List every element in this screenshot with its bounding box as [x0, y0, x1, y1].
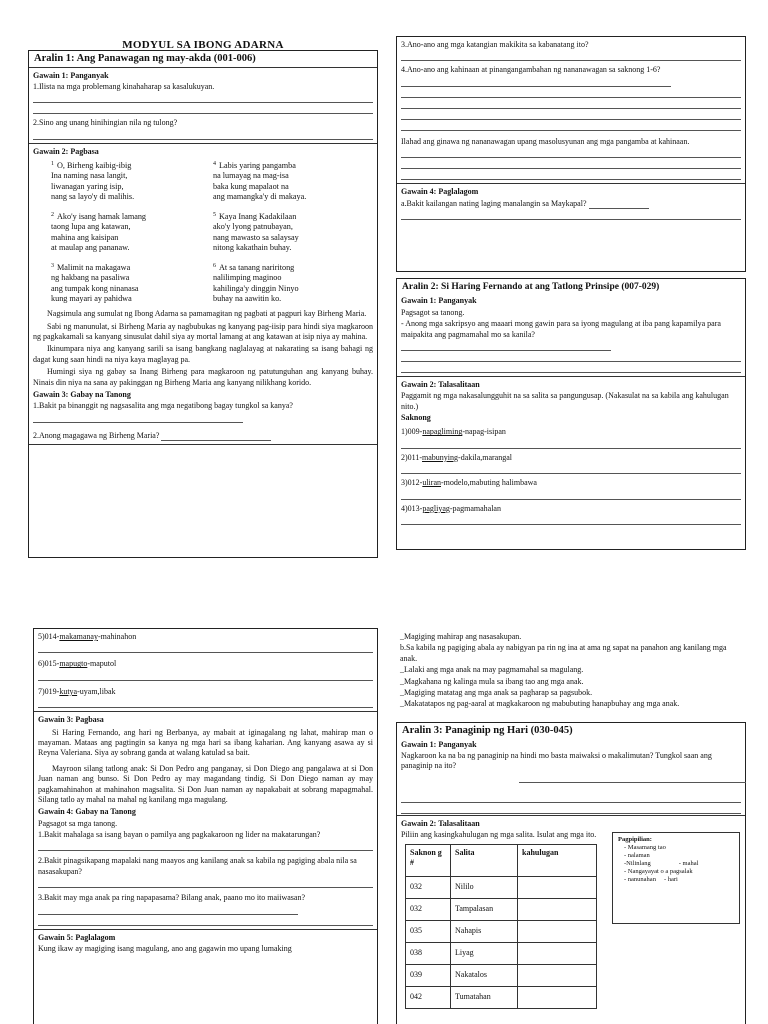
- vocab-item: [401, 504, 741, 514]
- story-paragraph: Mayroon silang tatlong anak: Si Don Pedro ang panganay, si Don Diego ang pangalawa at si Don Juan naman ang bunso. Si Don Pedro ay may magandang tindig. Si Don Diego naman ay may pagkamahinahon at mahinahon magsalita. Si Don Juan naman ay napakabait at sobrang mapagmahal. Silang tatlo ay mahal na mahal ng kanilang mga magulang.: [38, 763, 373, 804]
- stanza-number: 5: [213, 212, 216, 219]
- table-row: [406, 898, 597, 920]
- gawain1-label: Gawain 1: Panganyak: [33, 70, 109, 80]
- vocab-number: 3)012-: [401, 478, 423, 488]
- kahulugan-input[interactable]: [518, 964, 597, 986]
- stanza-line: at maulap ang pananaw.: [51, 242, 130, 252]
- gawain4-question1: 1.Bakit mahalaga sa isang bayan o pamilya ang pagkakaroon ng lider na makatarungan?: [38, 830, 321, 840]
- column-header: Salita: [451, 844, 518, 876]
- pagsagot-instruction: Pagsagot sa mga tanong.: [38, 818, 118, 828]
- answer-line[interactable]: [401, 515, 741, 525]
- module-title: MODYUL SA IBONG ADARNA: [122, 39, 284, 51]
- stanza-line: na lumayag na mag-isa: [213, 171, 289, 181]
- vocab-definition: -dakila,marangal: [458, 452, 513, 462]
- vocab-word: mapugto: [59, 659, 88, 669]
- question4: 4.Ano-ano ang kahinaan at pinangangambahan ng nananawagan sa saknong 1-6?: [401, 65, 661, 75]
- answer-line[interactable]: [38, 671, 373, 681]
- stanza-line: mahina ang kaisipan: [51, 232, 119, 242]
- gawain1-question2: 2.Sino ang unang hinihingian nila ng tulong?: [33, 118, 178, 128]
- gawain1-label: Gawain 1: Panganyak: [401, 739, 477, 749]
- gawain2-label: Gawain 2: Pagbasa: [33, 146, 99, 156]
- stanza-line: nitong kakathain buhay.: [213, 242, 292, 252]
- gawain4-section: [397, 183, 745, 223]
- table-row: [406, 986, 597, 1008]
- stanza-line: kung mayari ay pahidwa: [51, 293, 132, 303]
- answer-line[interactable]: [401, 363, 741, 373]
- answer-line[interactable]: [401, 490, 741, 500]
- summary-paragraph: Humingi siya ng gabay sa Inang Birheng para magkaroon ng patutunguhan ang kanyang buhay. Ninais din niya na sana ay pakinggan ng Birheng Maria ang kanyang nilikhang korido.: [33, 367, 373, 387]
- stanza-number: 3: [51, 263, 54, 270]
- panel-aralin3: [396, 630, 746, 1024]
- choice-item: - nanunahan: [624, 876, 656, 884]
- stanza-number: 4: [213, 161, 216, 168]
- stanza-line: Malimit na makagawa: [57, 263, 131, 273]
- stanza-number: 6: [213, 263, 216, 270]
- choice-item: - hari: [663, 876, 678, 884]
- option-line: _Magkahana ng kalinga mula sa ibang tao ang mga anak.: [400, 676, 584, 686]
- saknong-cell: 042: [406, 986, 451, 1008]
- table-row: [406, 876, 597, 898]
- story-paragraph: Si Haring Fernando, ang hari ng Berbanya, ay mabait at iginagalang ng lahat, mahirap man o mayaman. Mataas ang pagtingin sa kanya ng mga hari sa ibang kaharian. Ang kanyang asawa ay si Reyna Valeriana. Siya ay sobrang ganda at walang katulad sa bait.: [38, 727, 373, 758]
- choice-item: - nalaman: [624, 852, 650, 860]
- panel-aralin1-continued: [396, 36, 746, 272]
- option-line: _Magiging mahirap ang nasasakupan.: [400, 632, 522, 641]
- vocab-word: napagliming: [422, 427, 463, 437]
- question3: 3.Ano-ano ang mga katangian makikita sa kabanatang ito?: [401, 40, 589, 49]
- salita-cell: Liyag: [451, 942, 518, 964]
- answer-line[interactable]: [38, 643, 373, 653]
- table-row: [406, 920, 597, 942]
- gawain3-label: Gawain 3: Gabay na Tanong: [33, 389, 131, 399]
- answer-line[interactable]: [401, 159, 741, 169]
- panel-aralin1: [28, 38, 378, 558]
- option-line: _Magiging matatag ang mga anak sa pagharap sa pagsubok.: [400, 687, 593, 697]
- choice-item: - Masamang tao: [624, 843, 666, 851]
- stanza-line: nang sa layo'y di malihis.: [51, 191, 135, 201]
- gawain1-section: [29, 67, 377, 143]
- vocab-word: makamanay: [59, 632, 98, 641]
- salita-cell: Nililo: [451, 876, 518, 898]
- column-header: kahulugan: [518, 844, 597, 876]
- table-row: [406, 964, 597, 986]
- answer-line[interactable]: [33, 413, 243, 423]
- stanza: [213, 161, 363, 202]
- aralin1-box: [28, 50, 378, 558]
- panaginip-question: Nagkaroon ka na ba ng panaginip na hindi mo basta maiwaksi o makalimutan? Tungkol saan ang panaginip na ito?: [401, 751, 712, 771]
- aralin1-title: Aralin 1: Ang Panawagan ng may-akda (001-006): [34, 53, 256, 64]
- gawain2-instruction: Piliin ang kasingkahulugan ng mga salita. Isulat ang mga ito.: [401, 830, 597, 840]
- answer-line[interactable]: [401, 439, 741, 449]
- answer-line[interactable]: [38, 698, 373, 708]
- option-line: _Lalaki ang mga anak na may pagmamahal sa magulang.: [400, 665, 584, 675]
- stanza: [51, 161, 201, 202]
- vocab-word: mabunying: [422, 452, 459, 462]
- kahulugan-input[interactable]: [518, 986, 597, 1008]
- vocab-definition: -modelo,mabuting halimbawa: [441, 478, 537, 488]
- answer-line[interactable]: [38, 878, 373, 888]
- answer-line[interactable]: [401, 88, 741, 98]
- gawain4-question: [401, 199, 741, 209]
- vocab-item: [401, 453, 741, 463]
- gawain4-question-text: a.Bakit kailangan nating laging manalangin sa Maykapal?: [401, 198, 587, 208]
- gawain1-question1: 1.Ilista na mga problemang kinahaharap sa kasalukuyan.: [33, 82, 215, 92]
- stanza-line: ako'y lyong patnubayan,: [213, 222, 293, 232]
- gawain5-question: Kung ikaw ay magiging isang magulang, ano ang gagawin mo upang lumaking: [38, 944, 292, 954]
- stanza-line: taong lupa ang katawan,: [51, 222, 131, 232]
- answer-line[interactable]: [33, 130, 373, 140]
- vocab-item: [401, 427, 741, 437]
- kahulugan-input[interactable]: [518, 876, 597, 898]
- vocab-word: uliran: [422, 478, 441, 488]
- choice-row: [624, 860, 734, 868]
- stanza-line: buhay na aawitin ko.: [213, 293, 282, 303]
- saknong-cell: 039: [406, 964, 451, 986]
- saknong-cell: 032: [406, 876, 451, 898]
- ilahad-prompt: Ilahad ang ginawa ng nananawagan upang masolusyunan ang mga pangamba at kahinaan.: [401, 136, 690, 146]
- answer-line[interactable]: [38, 841, 373, 851]
- choice-item: -Nilinlang: [624, 860, 651, 868]
- stanza-line: Labis yaring pangamba: [219, 161, 296, 171]
- vocab-number: 6)015-: [38, 659, 60, 669]
- aralin3-box: [396, 722, 746, 1024]
- gawain2-label: Gawain 2: Talasalitaan: [401, 379, 480, 389]
- stanza: [51, 212, 201, 253]
- table-header-row: [406, 844, 597, 876]
- choice-row: [624, 876, 734, 884]
- stanza-line: baka kung mapalaot na: [213, 181, 289, 191]
- stanza-line: ang tumpak kong ninanasa: [51, 283, 139, 293]
- answer-line[interactable]: [38, 905, 298, 915]
- answer-line[interactable]: [401, 352, 741, 362]
- stanza-line: ang mamangka'y di makaya.: [213, 191, 307, 201]
- stanza-line: kahilinga'y dinggin Ninyo: [213, 283, 299, 293]
- gawain4-label: Gawain 4: Paglalagom: [401, 187, 479, 197]
- stanza-line: At sa tanang nariritong: [219, 263, 295, 273]
- answer-line[interactable]: [401, 170, 741, 180]
- salita-cell: Nahapis: [451, 920, 518, 942]
- answer-line[interactable]: [401, 341, 611, 351]
- answer-line[interactable]: [401, 464, 741, 474]
- vocab-number: 7)019-: [38, 686, 60, 696]
- vocab-number: 5)014-: [38, 632, 60, 641]
- stanza-line: liwanagan yaring isip,: [51, 181, 124, 191]
- vocab-number: 2)011-: [401, 452, 423, 462]
- answer-line[interactable]: [519, 773, 746, 783]
- stanza: [51, 263, 201, 304]
- saknong-cell: 032: [406, 898, 451, 920]
- vocab-definition: -mahinahon: [97, 632, 137, 641]
- answer-line[interactable]: [401, 148, 741, 158]
- choice-item: - Nangayayat o a pagsalak: [624, 868, 693, 876]
- vocab-definition: -maputol: [87, 659, 117, 669]
- talasalitaan-instruction: Paggamit ng mga nakasalungguhit na sa salita sa pangungusap. (Nakasulat na sa kabila ang kahulugan nito.): [401, 391, 729, 411]
- stanza-line: Kaya Inang Kadakilaan: [219, 212, 297, 222]
- answer-line[interactable]: [401, 77, 671, 87]
- summary-paragraph: Nagsimula ang sumulat ng Ibong Adarna sa pamamagitan ng pagbati at pagpuri kay Birheng Maria.: [47, 309, 367, 319]
- answer-line[interactable]: [161, 432, 271, 441]
- stanza-line: nalilimping maginoo: [213, 273, 282, 283]
- vocab-table: [405, 844, 597, 1009]
- gawain2-section: [397, 376, 745, 528]
- vocab-number: 1)009-: [401, 427, 423, 437]
- kahulugan-input[interactable]: [518, 898, 597, 920]
- saknong-cell: 035: [406, 920, 451, 942]
- choices-title: Pagpipilian:: [618, 835, 652, 843]
- stanza-number: 1: [51, 161, 54, 168]
- vocab-item: [38, 632, 373, 642]
- column-header: Saknon g #: [406, 844, 451, 876]
- answer-line[interactable]: [401, 99, 741, 109]
- salita-cell: Tampalasan: [451, 898, 518, 920]
- choice-item: - mahal: [678, 860, 699, 868]
- stanza: [213, 263, 363, 304]
- gawain3-question2: [33, 431, 373, 441]
- gawain5-label: Gawain 5: Paglalagom: [38, 932, 116, 942]
- vocab-word: pagliyag: [422, 503, 450, 513]
- stanza-line: nang mawasto sa salaysay: [213, 232, 299, 242]
- vocab-definition: -uyam,libak: [77, 686, 116, 696]
- sakripisyo-question: - Anong mga sakripsyo ang maaari mong gawin para sa iyong magulang at iba pang kapamilya para maipakita ang pagmamahal mo sa kanila?: [401, 319, 721, 339]
- stanza-line: ng hakbang na pasaliwa: [51, 273, 130, 283]
- gawain2-section: [29, 143, 377, 445]
- stanza-line: O, Birheng kaibig-ibig: [57, 161, 132, 171]
- vocab-item: [38, 659, 373, 669]
- gawain3-question2-text: 2.Anong magagawa ng Birheng Maria?: [33, 430, 160, 440]
- gawain4-question2: 2.Bakit pinagsikapang mapalaki nang maayos ang kanilang anak sa kabila ng pagiging abala nila sa nasasakupan?: [38, 856, 357, 876]
- salita-cell: Nakatalos: [451, 964, 518, 986]
- aralin2-title: Aralin 2: Si Haring Fernando at ang Tatlong Prinsipe (007-029): [402, 282, 660, 292]
- salita-cell: Tumatahan: [451, 986, 518, 1008]
- vocab-definition: -pagmamahalan: [449, 503, 501, 513]
- panel-aralin2: [396, 278, 746, 550]
- answer-line[interactable]: [401, 793, 741, 803]
- answer-line[interactable]: [33, 93, 373, 103]
- table-row: [406, 942, 597, 964]
- answer-line[interactable]: [589, 200, 649, 209]
- gawain4-question3: 3.Bakit may mga anak pa ring napapasama? Bilang anak, paano mo ito maiiwasan?: [38, 893, 306, 903]
- gawain3-label: Gawain 3: Pagbasa: [38, 715, 104, 725]
- kahulugan-input[interactable]: [518, 920, 597, 942]
- gawain5-section: [34, 929, 377, 958]
- answer-line[interactable]: [401, 804, 741, 814]
- vocab-item: [38, 687, 373, 697]
- gawain2-section: [397, 815, 745, 1024]
- stanza-number: 2: [51, 212, 54, 219]
- answer-line[interactable]: [401, 121, 741, 131]
- answer-line[interactable]: [401, 110, 741, 120]
- stanza-line: Ina naming nasa langit,: [51, 171, 128, 181]
- vocab-definition: -napag-isipan: [462, 427, 506, 437]
- gawain4-label: Gawain 4: Gabay na Tanong: [38, 807, 136, 817]
- answer-line[interactable]: [401, 51, 741, 61]
- answer-line[interactable]: [38, 916, 373, 926]
- gawain3-section: [34, 711, 377, 928]
- choices-box: [612, 832, 740, 924]
- option-line: b.Sa kabila ng pagiging abala ay nabigyan pa rin ng ina at ama ng sapat na panahon ang kanilang mga anak.: [400, 643, 727, 663]
- poem-stanzas: [33, 158, 373, 307]
- stanza-line: Ako'y isang hamak lamang: [57, 212, 147, 222]
- panel-aralin2-continued: [33, 628, 378, 1024]
- vocab-word: kutya: [59, 686, 78, 696]
- option-line: _Makatatapos ng pag-aaral at magkakaroon ng mabubuting hanapbuhay ang mga anak.: [400, 699, 680, 709]
- gawain1-label: Gawain 1: Panganyak: [401, 296, 477, 306]
- vocab-number: 4)013-: [401, 503, 423, 513]
- pagsagot-instruction: Pagsagot sa tanong.: [401, 307, 465, 317]
- vocab-item: [401, 478, 741, 488]
- saknong-label: Saknong: [401, 413, 431, 423]
- answer-line[interactable]: [33, 104, 373, 114]
- aralin3-title: Aralin 3: Panaginip ng Hari (030-045): [402, 725, 573, 736]
- answer-line[interactable]: [401, 210, 741, 220]
- kahulugan-input[interactable]: [518, 942, 597, 964]
- gawain2-label: Gawain 2: Talasalitaan: [401, 818, 480, 828]
- saknong-cell: 038: [406, 942, 451, 964]
- summary-paragraph: Ikinumpara niya ang kanyang sarili sa isang bangkang naglalayag at nakarating sa isang bahagi ng dagat kung saan hindi na niya kaya maglayag pa.: [33, 344, 373, 364]
- gawain3-question1: 1.Bakit pa binanggit ng nagsasalita ang mga negatibong bagay tungkol sa kanya?: [33, 401, 293, 411]
- stanza: [213, 212, 363, 253]
- summary-paragraph: Sabi ng manunulat, si Birheng Maria ay nagbubukas ng kanyang pag-iisip para hindi siya magkaroon ng pagkakamali sa kanyang sinusulat dahil siya ay mortal lamang at ang katawan at isip niya ay mahina.: [33, 321, 373, 341]
